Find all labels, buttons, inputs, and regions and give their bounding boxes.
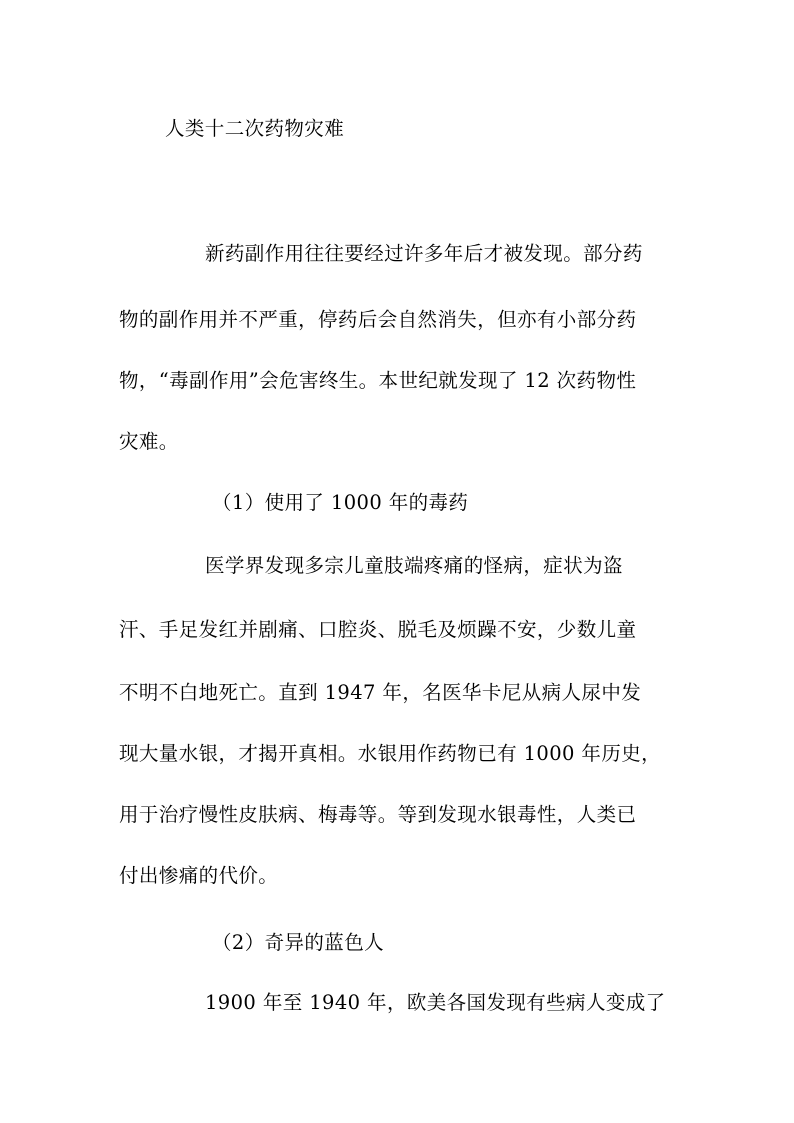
paragraph-line: 1900 年至 1940 年，欧美各国发现有些病人变成了 xyxy=(205,991,666,1014)
section-heading: （1）使用了 1000 年的毒药 xyxy=(212,491,469,514)
paragraph-line: 物，“毒副作用”会危害终生。本世纪就发现了 12 次药物性 xyxy=(119,369,637,392)
paragraph-line: 付出惨痛的代价。 xyxy=(119,864,279,887)
paragraph-line: 现大量水银，才揭开真相。水银用作药物已有 1000 年历史， xyxy=(119,742,662,765)
paragraph-line: 物的副作用并不严重，停药后会自然消失，但亦有小部分药 xyxy=(119,308,637,331)
section-heading: （2）奇异的蓝色人 xyxy=(212,931,385,954)
paragraph-line: 汗、手足发红并剧痛、口腔炎、脱毛及烦躁不安，少数儿童 xyxy=(119,618,637,641)
paragraph-line: 用于治疗慢性皮肤病、梅毒等。等到发现水银毒性，人类已 xyxy=(119,803,637,826)
page-title: 人类十二次药物灾难 xyxy=(165,117,345,140)
paragraph-line: 新药副作用往往要经过许多年后才被发现。部分药 xyxy=(205,242,643,265)
paragraph-line: 不明不白地死亡。直到 1947 年，名医华卡尼从病人尿中发 xyxy=(119,681,642,704)
paragraph-line: 医学界发现多宗儿童肢端疼痛的怪病，症状为盗 xyxy=(205,554,623,577)
paragraph-line: 灾难。 xyxy=(119,430,179,453)
